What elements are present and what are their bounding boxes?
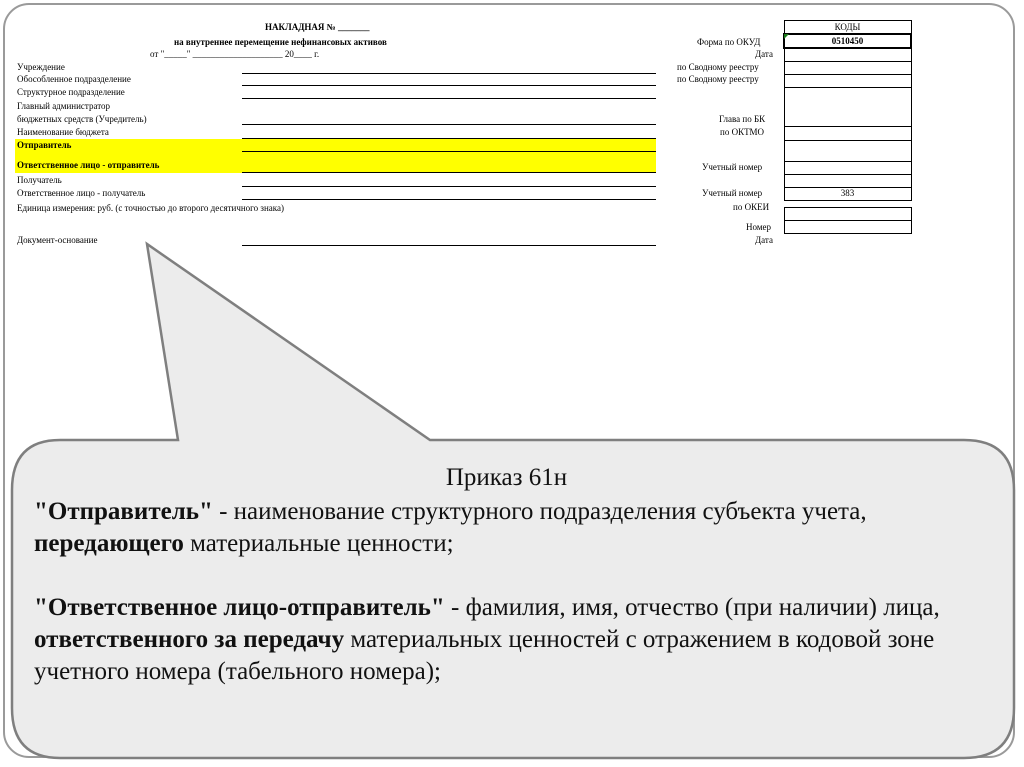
row-sender: Отправитель <box>17 140 72 150</box>
label-date-2: Дата <box>755 235 773 245</box>
definition-sender <box>34 496 979 560</box>
row-document-basis: Документ-основание <box>17 235 98 245</box>
definition-emphasis: ответственного за передачу <box>34 626 345 653</box>
label-date: Дата <box>755 49 773 59</box>
label-glava-bk: Глава по БК <box>719 114 766 124</box>
callout-text <box>34 462 979 688</box>
label-uchet-2: Учетный номер <box>702 188 763 198</box>
row-glavny-admin: Главный администратор <box>17 101 111 111</box>
row-recipient-responsible: Ответственное лицо - получатель <box>17 188 146 198</box>
label-okud: Форма по ОКУД <box>697 37 761 47</box>
definition-emphasis: передающего <box>34 530 184 557</box>
form-title: НАКЛАДНАЯ № _______ <box>265 22 370 32</box>
definition-sender-responsible <box>34 592 979 688</box>
row-budget-means: бюджетных средств (Учредитель) <box>17 114 147 124</box>
definition-text: - наименование структурного подразделения субъекта учета, <box>212 498 867 525</box>
row-obosoblennoe: Обособленное подразделение <box>17 74 131 84</box>
row-recipient: Получатель <box>17 175 62 185</box>
form-subtitle: на внутреннее перемещение нефинансовых активов <box>174 37 387 47</box>
form-date-line: от "_____" ____________________ 20____ г. <box>150 49 320 59</box>
term-sender: "Отправитель" <box>34 498 213 525</box>
definition-text: - фамилия, имя, отчество (при наличии) лица, <box>444 594 940 621</box>
definition-text: материальные ценности; <box>183 530 454 557</box>
label-oktmo: по ОКТМО <box>720 127 764 137</box>
okei-code: 383 <box>784 187 911 200</box>
callout-title: Приказ 61н <box>445 464 568 491</box>
label-nomer: Номер <box>746 222 772 232</box>
row-budget-name: Наименование бюджета <box>17 127 109 137</box>
row-strukturnoe: Структурное подразделение <box>17 87 125 97</box>
label-uchet-1: Учетный номер <box>702 162 763 172</box>
codes-header: КОДЫ <box>784 21 911 35</box>
term-sender-responsible: "Ответственное лицо-отправитель" <box>34 594 445 621</box>
okud-code: 0510450 <box>784 34 911 48</box>
label-reestr-1: по Сводному реестру <box>677 62 759 72</box>
label-reestr-2: по Сводному реестру <box>677 74 759 84</box>
row-sender-responsible: Ответственное лицо - отправитель <box>17 160 160 170</box>
row-uchrezhdenie: Учреждение <box>17 62 65 72</box>
label-okei: по ОКЕИ <box>733 202 770 212</box>
definition-text: материальных ценностей с отражением в кодовой зоне учетного номера (табельного номера); <box>34 626 935 685</box>
row-unit: Единица измерения: руб. (с точностью до второго десятичного знака) <box>17 203 284 213</box>
